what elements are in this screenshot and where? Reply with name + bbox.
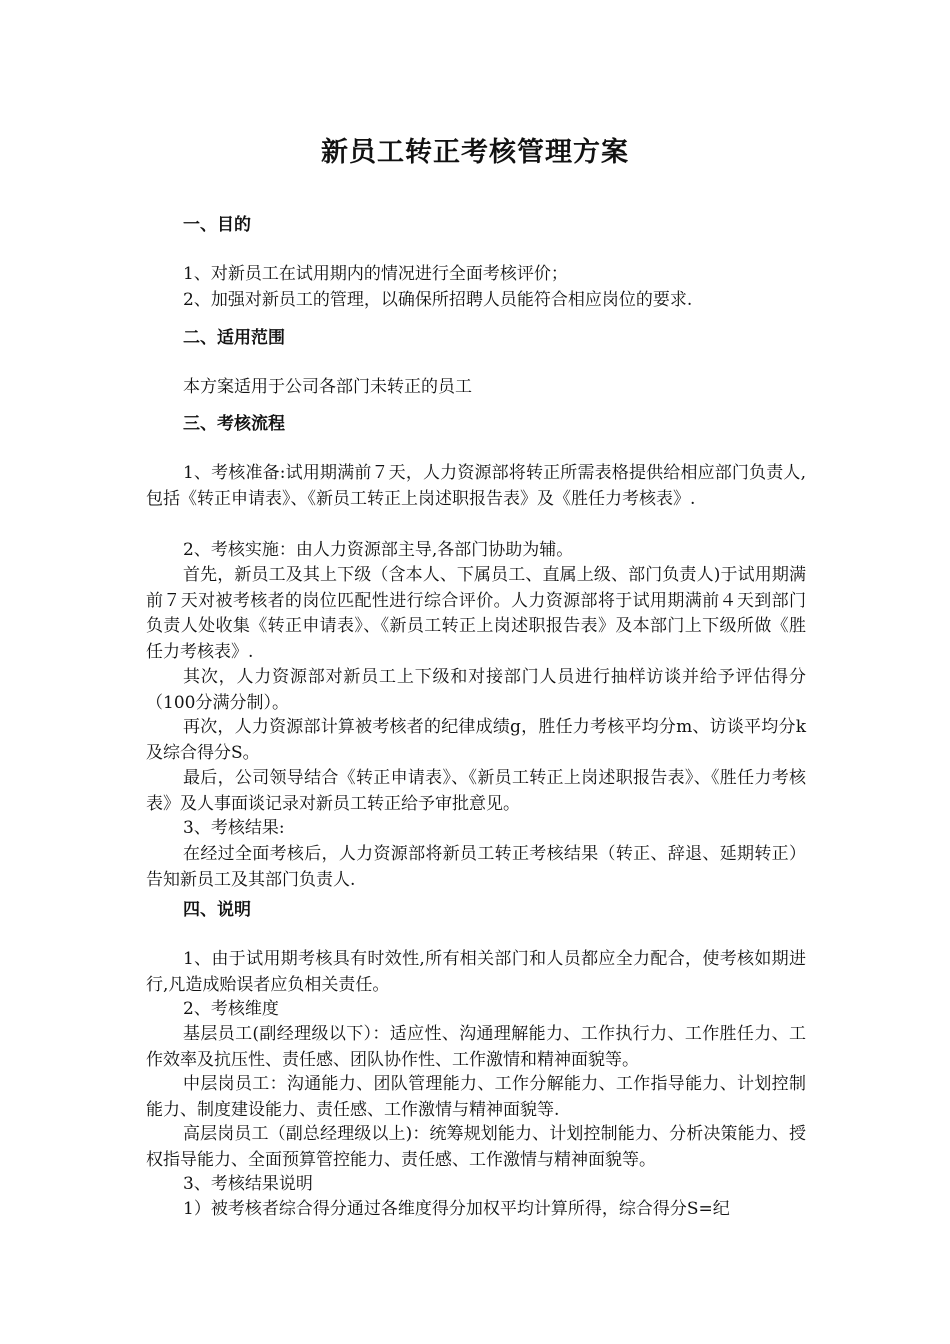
section-heading-purpose: 一、目的 [183,215,251,235]
process-paragraph-4: 其次，人力资源部对新员工上下级和对接部门人员进行抽样访谈并给予评估得分（100分满分制）。 [146,667,806,713]
section-heading-notes: 四、说明 [183,900,251,920]
notes-paragraph-2: 2、考核维度 [183,999,279,1019]
process-paragraph-6: 最后，公司领导结合《转正申请表》、《新员工转正上岗述职报告表》、《胜任力考核表》及人事面谈记录对新员工转正给予审批意见。 [146,768,806,814]
notes-paragraph-6: 3、考核结果说明 [183,1174,313,1194]
notes-paragraph-4: 中层岗员工：沟通能力、团队管理能力、工作分解能力、工作指导能力、计划控制能力、制度建设能力、责任感、工作激情与精神面貌等. [146,1074,806,1120]
notes-paragraph-5: 高层岗员工（副总经理级以上)：统筹规划能力、计划控制能力、分析决策能力、授权指导能力、全面预算管控能力、责任感、工作激情与精神面貌等。 [146,1124,806,1170]
notes-paragraph-3: 基层员工(副经理级以下）：适应性、沟通理解能力、工作执行力、工作胜任力、工作效率及抗压性、责任感、团队协作性、工作激情和精神面貌等。 [146,1024,806,1070]
process-paragraph-8: 在经过全面考核后，人力资源部将新员工转正考核结果（转正、辞退、延期转正）告知新员工及其部门负责人. [146,844,806,890]
process-paragraph-2: 2、考核实施：由人力资源部主导,各部门协助为辅。 [183,540,574,560]
purpose-item-2: 2、加强对新员工的管理，以确保所招聘人员能符合相应岗位的要求. [183,290,693,310]
notes-paragraph-7: 1）被考核者综合得分通过各维度得分加权平均计算所得，综合得分S=纪 [183,1199,730,1219]
purpose-item-1: 1、对新员工在试用期内的情况进行全面考核评价； [183,264,568,284]
document-title: 新员工转正考核管理方案 [321,137,629,168]
section-heading-process: 三、考核流程 [183,414,285,434]
process-paragraph-7: 3、考核结果: [183,818,285,838]
process-paragraph-1: 1、考核准备:试用期满前７天，人力资源部将转正所需表格提供给相应部门负责人,包括《转正申请表》、《新员工转正上岗述职报告表》及《胜任力考核表》. [146,463,806,509]
process-paragraph-3: 首先，新员工及其上下级（含本人、下属员工、直属上级、部门负责人)于试用期满前７天对被考核者的岗位匹配性进行综合评价。人力资源部将于试用期满前４天到部门负责人处收集《转正申请表》、《新员工转正上岗述职报告表》及本部门上下级所做《胜任力考核表》. [146,565,806,662]
scope-text: 本方案适用于公司各部门未转正的员工 [183,377,472,397]
notes-paragraph-1: 1、由于试用期考核具有时效性,所有相关部门和人员都应全力配合，使考核如期进行,凡造成贻误者应负相关责任。 [146,949,806,995]
section-heading-scope: 二、适用范围 [183,328,285,348]
process-paragraph-5: 再次，人力资源部计算被考核者的纪律成绩g，胜任力考核平均分m、访谈平均分k及综合得分S。 [146,717,806,763]
